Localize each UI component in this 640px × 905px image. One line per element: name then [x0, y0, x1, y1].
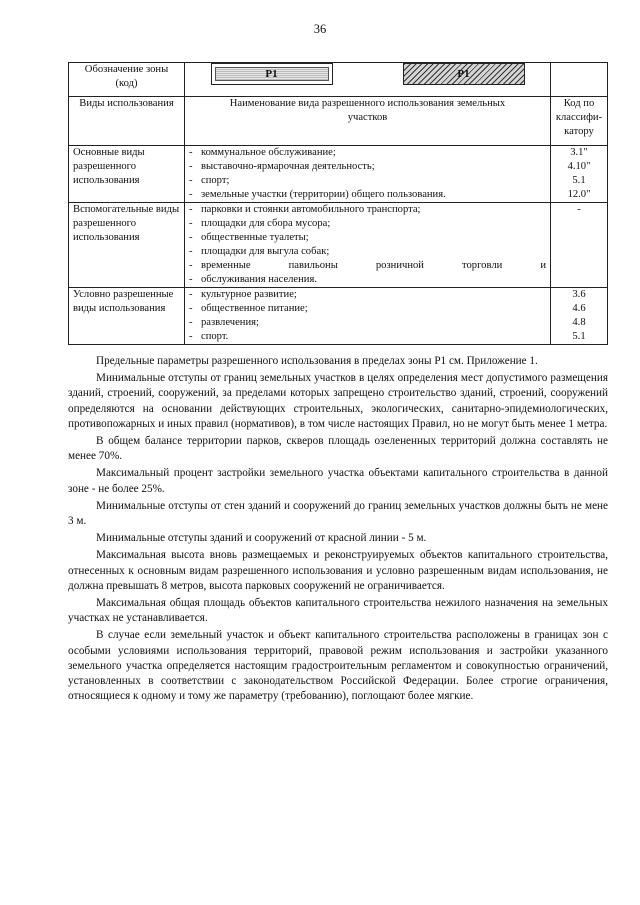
zone-symbol-plain: Р1 [211, 63, 333, 85]
code-value: 4.8 [572, 316, 586, 328]
list-item: - парковки и стоянки автомобильного транспорта; [189, 203, 546, 217]
col-header-code: Код по классифи-катору [551, 97, 608, 146]
zone-symbol-hatched: Р1 [403, 63, 525, 85]
row-kind: Основные виды разрешенного использования [69, 146, 185, 203]
list-item: - площадки для сбора мусора; [189, 217, 546, 231]
list-item: - спорт. [189, 330, 546, 344]
list-item: - общественные туалеты; [189, 231, 546, 245]
table-row [69, 287, 608, 344]
paragraph: Максимальная общая площадь объектов капитального строительства нежилого назначения на земельных участках не устанавливается. [68, 597, 608, 625]
list-item: - спорт; [189, 174, 546, 188]
col-header-names: Наименование вида разрешенного использования земельных участков [185, 97, 551, 146]
paragraph: Максимальная высота вновь размещаемых и реконструируемых объектов капитального строительства, отнесенных к основным видам разрешенного использования и условно разрешенным видам использования, не должна превышать 8 метров, высота парковых сооружений не ограничивается. [68, 549, 608, 592]
paragraph: Минимальные отступы зданий и сооружений от красной линии - 5 м. [96, 532, 427, 545]
code-value: 3.6 [572, 288, 586, 300]
empty-cell [551, 63, 608, 97]
paragraph: Максимальный процент застройки земельного участка объектами капитального строительства в данной зоне - не более 25%. [68, 467, 608, 495]
zone-code-row [69, 63, 608, 97]
paragraph: В общем балансе территории парков, скверов площадь озелененных территорий должна составлять не менее 70%. [68, 435, 608, 463]
list-item: - коммунальное обслуживание; [189, 146, 546, 160]
list-item-continuation: - обслуживания населения. [189, 273, 546, 287]
code-value: 3.1" [570, 147, 588, 158]
list-item: - площадки для выгула собак; [189, 245, 546, 259]
zoning-table [68, 62, 608, 345]
list-item: - развлечения; [189, 316, 546, 330]
code-value: 12.0" [567, 188, 591, 200]
list-item: - культурное развитие; [189, 288, 546, 302]
paragraph: В случае если земельный участок и объект капитального строительства расположены в границах зон с особыми условиями использования территорий, правовой режим использования и застройки указанного земельного участка определяется настоящим градостроительным регламентом и совокупностью ограничений, установленных в соответствии с законодательством Российской Федерации. Более строгие ограничения, относящиеся к одному и тому же параметру (требованию), поглощают более мягкие. [68, 629, 608, 703]
list-item: - выставочно-ярмарочная деятельность; [189, 160, 546, 174]
row-kind: Условно разрешенные виды использования [69, 287, 185, 344]
row-kind: Вспомогательные виды разрешенного использования [69, 202, 185, 287]
page-number: 36 [313, 22, 327, 36]
code-value: 5.1 [572, 330, 586, 342]
zone-symbols [185, 63, 551, 97]
code-value: - [577, 203, 581, 215]
list-item: - временные павильоны розничной торговли и [189, 259, 546, 273]
list-item: - земельные участки (территории) общего пользования. [189, 188, 546, 202]
body-text [68, 354, 608, 706]
table-row [69, 146, 608, 203]
paragraph: Минимальные отступы от стен зданий и сооружений до границ земельных участков должны быть не мене 3 м. [68, 499, 608, 528]
table-header-row [69, 97, 608, 146]
code-value: 4.6 [572, 302, 586, 314]
list-item: - общественное питание; [189, 302, 546, 316]
paragraph: Предельные параметры разрешенного использования в пределах зоны Р1 см. Приложение 1. [96, 355, 538, 367]
code-value: 4.10" [567, 160, 591, 172]
code-value: 5.1 [572, 174, 586, 186]
table-row [69, 202, 608, 287]
paragraph: Минимальные отступы от границ земельных участков в целях определения мест допустимого размещения зданий, строений, сооружений, за пределами которых запрещено строительство зданий, строений, сооружений определяются на основании действующих строительных, экологических, санитарно-эпидемиологических, противопожарных и иных правил (нормативов), в том числе настоящих Правил, но не могут быть менее 1 метра. [68, 372, 608, 430]
col-header-kinds: Виды использования [69, 97, 185, 146]
zone-header: Обозначение зоны (код) [69, 63, 185, 97]
